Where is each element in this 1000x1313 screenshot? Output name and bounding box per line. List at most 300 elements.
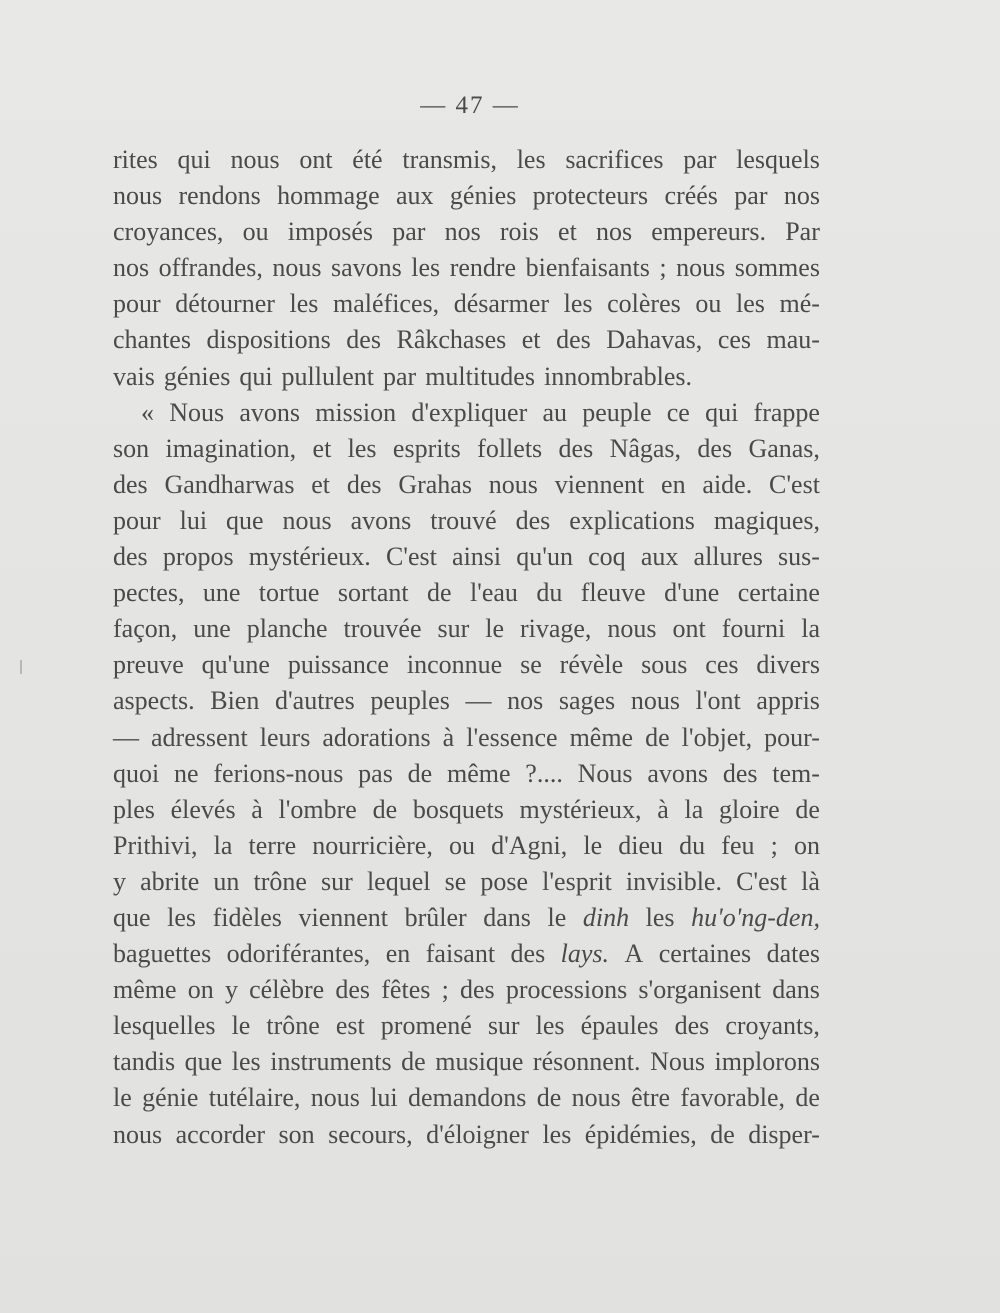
word: que: [184, 1047, 223, 1077]
word: dates: [766, 939, 820, 969]
word: invisible.: [625, 866, 722, 896]
word: tem-: [772, 758, 820, 788]
word: nous: [630, 686, 680, 716]
word: la: [801, 614, 820, 644]
word: nos: [783, 181, 820, 211]
word: les: [167, 902, 197, 932]
word: qu'un: [516, 542, 573, 572]
word: avons: [239, 397, 301, 427]
word: frappe: [753, 397, 820, 427]
word: avons: [350, 505, 412, 535]
word: sus-: [778, 542, 820, 572]
word: par: [734, 181, 768, 211]
text-line: [113, 142, 820, 178]
word: abrite: [140, 866, 200, 896]
word: de: [407, 758, 433, 788]
word: croyants,: [725, 1011, 820, 1041]
word: des: [113, 542, 148, 572]
word: nous: [230, 145, 280, 174]
word: pour-: [764, 722, 820, 752]
word: qui: [705, 397, 739, 427]
word: fêtes: [381, 975, 431, 1005]
word: résonnent.: [532, 1047, 641, 1077]
text-line-words: [113, 142, 820, 178]
word: se: [520, 650, 542, 680]
word: «: [141, 397, 154, 427]
word: son: [113, 433, 150, 463]
word: nourricière,: [312, 830, 433, 860]
word: rites: [113, 145, 158, 174]
word: on: [793, 830, 820, 860]
word: lui: [370, 1083, 398, 1113]
word: les: [411, 253, 441, 283]
word: l'esprit: [542, 866, 612, 896]
word: ces: [717, 325, 752, 355]
text-line: [113, 1117, 820, 1153]
text-line-words: [113, 214, 820, 250]
text-line-words: [113, 647, 820, 683]
word: à: [251, 794, 263, 824]
word: le: [485, 614, 504, 644]
word: du: [679, 830, 706, 860]
paper-speck: [20, 660, 22, 674]
word: génie: [142, 1083, 199, 1113]
word: sages: [558, 686, 616, 716]
word: protecteurs: [532, 181, 649, 211]
text-line: [113, 431, 820, 467]
word: par: [683, 145, 717, 174]
word: d'une: [664, 578, 720, 608]
word: son: [278, 1119, 315, 1149]
word: ;: [441, 975, 449, 1005]
word: de: [372, 794, 398, 824]
word: lesquelles: [113, 1011, 216, 1041]
word: l'ombre: [278, 794, 357, 824]
word: pour: [113, 505, 161, 535]
word: baguettes: [113, 939, 212, 969]
text-line: [113, 250, 820, 286]
word: transmis,: [402, 145, 497, 174]
word: implorons: [714, 1047, 820, 1077]
word: nous: [676, 253, 726, 283]
word: hu'o'ng-den,: [691, 902, 820, 932]
word: ou: [242, 217, 269, 247]
word: nos: [444, 217, 481, 247]
word: A: [624, 939, 644, 969]
word: s'organisent: [638, 975, 762, 1005]
word: allures: [693, 542, 763, 572]
word: dinh: [582, 902, 630, 932]
word: des: [346, 469, 382, 499]
word: mystérieux,: [519, 794, 642, 824]
word: une: [202, 578, 241, 608]
word: sur: [321, 866, 353, 896]
word: même: [446, 758, 511, 788]
word: et: [312, 433, 332, 463]
word: les: [535, 1011, 565, 1041]
word: trône: [266, 1011, 320, 1041]
word: promené: [380, 1011, 472, 1041]
text-line-words: [113, 575, 820, 611]
word: des: [460, 975, 495, 1005]
word: même: [569, 722, 634, 752]
text-line-words: [113, 1044, 820, 1080]
word: des: [556, 325, 591, 355]
word: que: [113, 902, 151, 932]
word: musique: [435, 1047, 524, 1077]
word: appris: [756, 686, 820, 716]
word: Gandharwas: [164, 469, 295, 499]
word: génies: [163, 361, 231, 391]
word: qui: [239, 361, 273, 391]
word: les: [289, 289, 319, 319]
word: des: [558, 433, 594, 463]
word: chantes: [113, 325, 191, 355]
word: viennent: [554, 469, 645, 499]
word: de: [645, 722, 670, 752]
word: se: [444, 866, 467, 896]
word: mau-: [766, 325, 820, 355]
word: inconnue: [406, 650, 503, 680]
word: Bien: [210, 686, 260, 716]
word: créés: [664, 181, 718, 211]
text-line-words: [113, 467, 820, 503]
word: d'Agni,: [491, 830, 568, 860]
text-line: [113, 1008, 820, 1044]
word: des: [510, 939, 546, 969]
text-line-words: [113, 503, 820, 539]
word: d'expliquer: [411, 397, 528, 427]
word: mystérieux.: [248, 542, 371, 572]
word: nous: [310, 1083, 360, 1113]
word: tortue: [258, 578, 320, 608]
word: les: [735, 289, 765, 319]
word: follets: [477, 433, 543, 463]
word: fourni: [721, 614, 786, 644]
text-line: [113, 359, 820, 395]
text-line-words: [113, 1117, 820, 1153]
word: ou: [448, 830, 475, 860]
word: terre: [248, 830, 297, 860]
word: quoi: [113, 758, 160, 788]
word: le: [547, 902, 567, 932]
word: sortant: [337, 578, 409, 608]
word: savons: [331, 253, 402, 283]
word: détourner: [175, 289, 275, 319]
text-line-words: [113, 756, 820, 792]
word: demandons: [407, 1083, 527, 1113]
word: lequel: [366, 866, 431, 896]
word: pectes,: [113, 578, 185, 608]
word: ferions-nous: [213, 758, 344, 788]
word: explications: [569, 505, 695, 535]
word: lui: [179, 505, 208, 535]
word: Nous: [169, 397, 225, 427]
word: façon,: [113, 614, 178, 644]
word: peuple: [582, 397, 652, 427]
word: favorable,: [680, 1083, 786, 1113]
word: des: [335, 975, 371, 1005]
word: sacrifices: [565, 145, 664, 174]
text-line-words: [113, 900, 820, 936]
text-line-words: [113, 250, 820, 286]
word: nous: [571, 1083, 621, 1113]
text-line-words: [113, 178, 820, 214]
word: empereurs.: [651, 217, 767, 247]
text-line: [113, 1080, 820, 1116]
word: d'autres: [274, 686, 355, 716]
word: qu'une: [201, 650, 270, 680]
word: Nâgas,: [609, 433, 682, 463]
word: le: [583, 830, 603, 860]
word: dieu: [618, 830, 664, 860]
word: puissance: [287, 650, 389, 680]
word: odoriférantes,: [226, 939, 371, 969]
word: Prithivi,: [113, 830, 198, 860]
word: ont: [672, 614, 706, 644]
word: sur: [437, 614, 470, 644]
word: brûler: [404, 902, 467, 932]
word: même: [113, 975, 177, 1005]
word: ne: [174, 758, 199, 788]
word: processions: [505, 975, 628, 1005]
word: des: [697, 433, 733, 463]
word: aux: [396, 181, 434, 211]
word: par: [392, 217, 426, 247]
word: Nous: [650, 1047, 705, 1077]
word: multitudes: [425, 361, 535, 391]
word: et: [311, 469, 331, 499]
word: mission: [315, 397, 397, 427]
word: des: [515, 505, 551, 535]
word: tandis: [113, 1047, 176, 1077]
word: maléfices,: [333, 289, 440, 319]
word: en: [385, 939, 411, 969]
word: ?....: [525, 758, 563, 788]
word: —: [113, 722, 139, 752]
word: aspects.: [113, 686, 195, 716]
word: nous: [282, 505, 332, 535]
word: de: [536, 1083, 562, 1113]
text-line-words: [141, 395, 820, 431]
word: Nous: [577, 758, 633, 788]
word: planche: [246, 614, 328, 644]
text-line-words: [113, 431, 820, 467]
word: sommes: [734, 253, 820, 283]
word: on: [187, 975, 214, 1005]
word: lesquels: [736, 145, 820, 174]
word: l'objet,: [681, 722, 753, 752]
text-line: [113, 720, 820, 756]
text-line-words: [113, 720, 820, 756]
word: ples: [113, 794, 155, 824]
word: croyances,: [113, 217, 224, 247]
word: les: [516, 145, 546, 174]
word: le: [113, 1083, 132, 1113]
word: célèbre: [249, 975, 325, 1005]
word: ainsi: [452, 542, 502, 572]
word: divers: [756, 650, 820, 680]
word: et: [558, 217, 577, 247]
word: avons: [647, 758, 709, 788]
text-line-words: [113, 1008, 820, 1044]
word: viennent: [298, 902, 389, 932]
word: les: [347, 433, 377, 463]
word: C'est: [736, 866, 788, 896]
word: secours,: [328, 1119, 413, 1149]
text-line: [113, 864, 820, 900]
text-line-words: [113, 1080, 820, 1116]
word: élevés: [170, 794, 236, 824]
word: dans: [772, 975, 820, 1005]
word: nous: [488, 469, 538, 499]
word: leurs: [259, 722, 311, 752]
text-line: [113, 611, 820, 647]
word: Par: [785, 217, 820, 247]
word: sur: [487, 1011, 520, 1041]
word: des: [113, 469, 148, 499]
word: certaines: [658, 939, 752, 969]
word: pour: [113, 289, 161, 319]
word: instruments: [270, 1047, 392, 1077]
word: nous: [607, 614, 657, 644]
word: vais: [113, 361, 155, 391]
word: une: [193, 614, 231, 644]
word: et: [521, 325, 541, 355]
text-line: [113, 683, 820, 719]
word: dispositions: [206, 325, 331, 355]
word: la: [684, 794, 704, 824]
word: nous: [272, 253, 322, 283]
word: esprits: [392, 433, 461, 463]
word: des: [722, 758, 758, 788]
word: coq: [588, 542, 626, 572]
word: disper-: [748, 1119, 820, 1149]
text-line-words: [113, 864, 820, 900]
word: colères: [607, 289, 681, 319]
word: les: [563, 289, 593, 319]
word: certaine: [737, 578, 820, 608]
text-line-words: [113, 792, 820, 828]
text-line: [113, 647, 820, 683]
word: l'eau: [469, 578, 518, 608]
word: de: [710, 1119, 735, 1149]
word: y: [224, 975, 238, 1005]
word: révèle: [559, 650, 624, 680]
word: ou: [695, 289, 722, 319]
word: dans: [483, 902, 531, 932]
word: faisant: [425, 939, 496, 969]
word: un: [213, 866, 240, 896]
text-line-words: [113, 828, 820, 864]
word: bosquets: [412, 794, 504, 824]
word: été: [352, 145, 383, 174]
text-line: [113, 539, 820, 575]
word: fleuve: [580, 578, 646, 608]
word: au: [542, 397, 568, 427]
word: bienfaisants: [525, 253, 650, 283]
text-line: [113, 322, 820, 358]
word: offrandes,: [158, 253, 263, 283]
word: génies: [449, 181, 517, 211]
word: y: [113, 866, 126, 896]
word: tutélaire,: [208, 1083, 301, 1113]
word: peuples: [370, 686, 450, 716]
word: désarmer: [453, 289, 550, 319]
word: adorations: [322, 722, 431, 752]
word: preuve: [113, 650, 184, 680]
word: ;: [659, 253, 667, 283]
word: innombrables.: [543, 361, 692, 391]
word: rois: [499, 217, 539, 247]
word: l'essence: [466, 722, 558, 752]
text-line: [113, 936, 820, 972]
text-line: [113, 828, 820, 864]
word: ces: [705, 650, 739, 680]
word: de: [795, 794, 820, 824]
text-line: [113, 286, 820, 322]
word: que: [226, 505, 264, 535]
word: épaules: [580, 1011, 659, 1041]
page-number: — 47 —: [420, 92, 520, 119]
word: gloire: [718, 794, 780, 824]
text-line-words: [113, 359, 820, 395]
word: du: [536, 578, 563, 608]
word: là: [801, 866, 820, 896]
text-line-words: [113, 683, 820, 719]
word: nos: [595, 217, 633, 247]
word: Grahas: [398, 469, 472, 499]
text-line: [113, 503, 820, 539]
text-line: [113, 1044, 820, 1080]
text-line-words: [113, 286, 820, 322]
word: épidémies,: [584, 1119, 697, 1149]
text-line: [113, 178, 820, 214]
word: lays.: [560, 939, 610, 969]
word: trouvé: [430, 505, 497, 535]
word: les: [542, 1119, 572, 1149]
word: propos: [162, 542, 234, 572]
word: les: [645, 902, 675, 932]
word: trouvée: [343, 614, 422, 644]
word: être: [631, 1083, 671, 1113]
word: par: [382, 361, 417, 391]
word: nous: [113, 181, 163, 211]
word: Ganas,: [748, 433, 820, 463]
word: à: [657, 794, 669, 824]
word: C'est: [385, 542, 437, 572]
text-line: [113, 214, 820, 250]
word: ce: [666, 397, 690, 427]
word: nos: [113, 253, 150, 283]
word: nos: [507, 686, 544, 716]
word: feu: [721, 830, 755, 860]
word: accorder: [175, 1119, 266, 1149]
text-line-words: [113, 322, 820, 358]
word: la: [213, 830, 233, 860]
word: est: [335, 1011, 365, 1041]
word: l'ont: [695, 686, 741, 716]
word: ont: [299, 145, 333, 174]
word: imagination,: [165, 433, 297, 463]
body-text: [113, 142, 820, 1153]
word: mé-: [779, 289, 820, 319]
text-line: [113, 792, 820, 828]
word: en: [661, 469, 686, 499]
word: Râkchases: [396, 325, 507, 355]
word: les: [231, 1047, 261, 1077]
word: rivage,: [519, 614, 592, 644]
